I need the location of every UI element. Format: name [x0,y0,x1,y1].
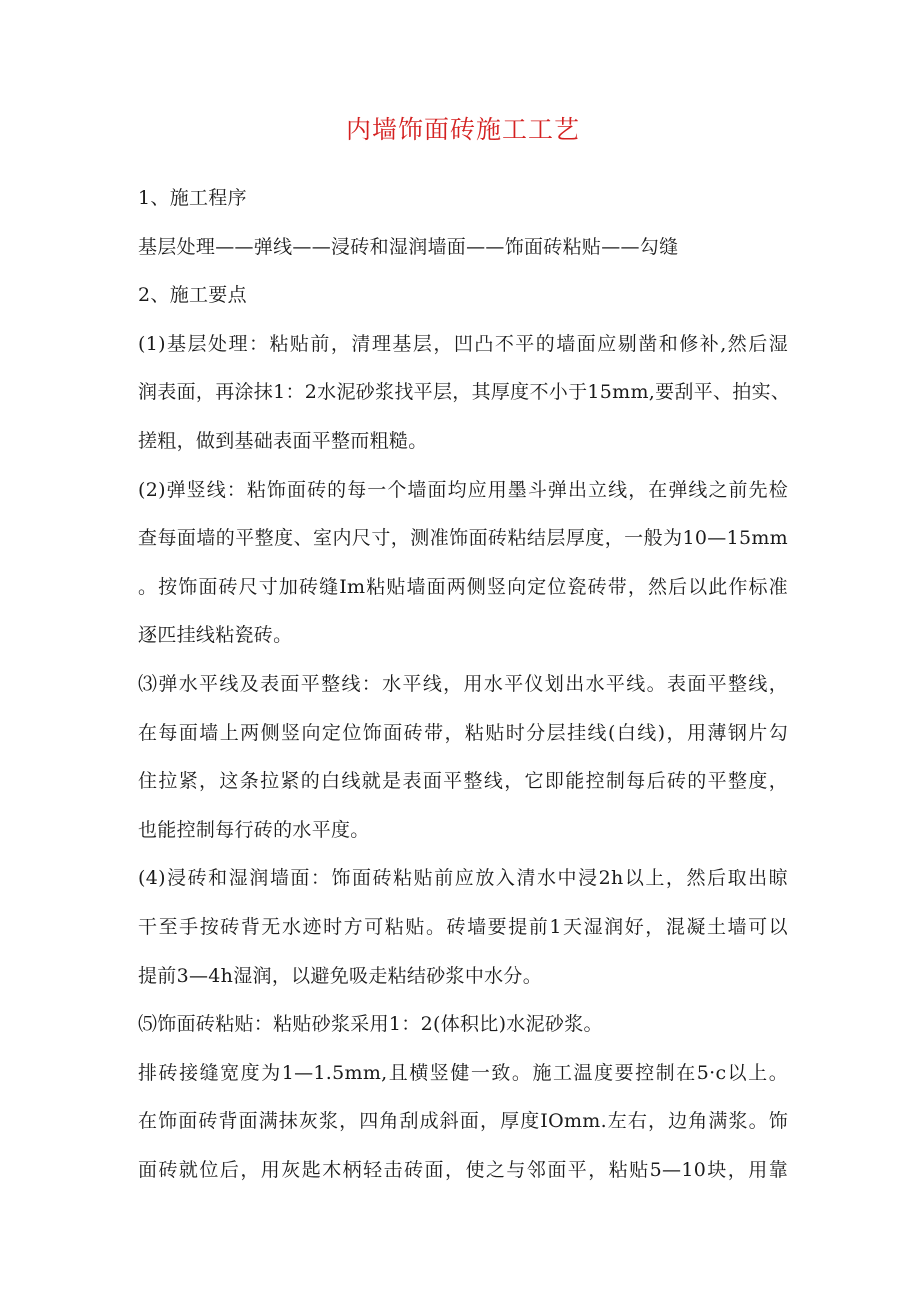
text-line: 提前3—4h湿润，以避免吸走粘结砂浆中水分。 [138,964,543,987]
text-line: 住拉紧，这条拉紧的白线就是表面平整线，它即能控制每后砖的平整度， [138,770,788,793]
section-heading: 2、施工要点 [138,284,247,307]
text-line: (1)基层处理：粘贴前，清理基层，凹凸不平的墙面应剔凿和修补,然后湿 [138,332,788,355]
text-line: 基层处理——弹线——浸砖和湿润墙面——饰面砖粘贴——勾缝 [138,235,679,258]
text-line: 查每面墙的平整度、室内尺寸，测准饰面砖粘结层厚度，一般为10—15mm [138,527,788,550]
text-line: 润表面，再涂抹1：2水泥砂浆找平层，其厚度不小于15mm,要刮平、拍实、 [138,381,791,404]
section-heading: 1、施工程序 [138,187,247,209]
text-line: 在饰面砖背面满抹灰浆，四角刮成斜面，厚度IOmm.左右，边角满浆。饰 [138,1110,788,1133]
text-line: 搓粗，做到基础表面平整而粗糙。 [138,429,428,452]
text-line: 在每面墙上两侧竖向定位饰面砖带，粘贴时分层挂线(白线)，用薄钢片勾 [138,721,788,744]
text-line: 也能控制每行砖的水平度。 [138,818,370,841]
document-title: 内墙饰面砖施工工艺 [345,115,580,144]
text-line: (2)弹竖线：粘饰面砖的每一个墙面均应用墨斗弹出立线，在弹线之前先检 [138,478,788,501]
text-line: ⑸饰面砖粘贴：粘贴砂浆采用1：2(体积比)水泥砂浆。 [138,1013,603,1036]
text-line: 排砖接缝宽度为1—1.5mm,且横竖健一致。施工温度要控制在5·c以上。 [138,1061,788,1084]
text-line: (4)浸砖和湿润墙面：饰面砖粘贴前应放入清水中浸2h以上，然后取出晾 [138,867,788,890]
text-line: 面砖就位后，用灰匙木柄轻击砖面，使之与邻面平，粘贴5—10块，用靠 [138,1158,788,1181]
text-line: 逐匹挂线粘瓷砖。 [138,624,293,647]
text-line: 干至手按砖背无水迹时方可粘贴。砖墙要提前1天湿润好，混凝土墙可以 [138,915,788,938]
document-page [138,108,791,1194]
text-line: ⑶弹水平线及表面平整线：水平线，用水平仪划出水平线。表面平整线， [138,672,788,695]
text-line: 。按饰面砖尺寸加砖缝Im粘贴墙面两侧竖向定位瓷砖带，然后以此作标准 [138,575,788,598]
